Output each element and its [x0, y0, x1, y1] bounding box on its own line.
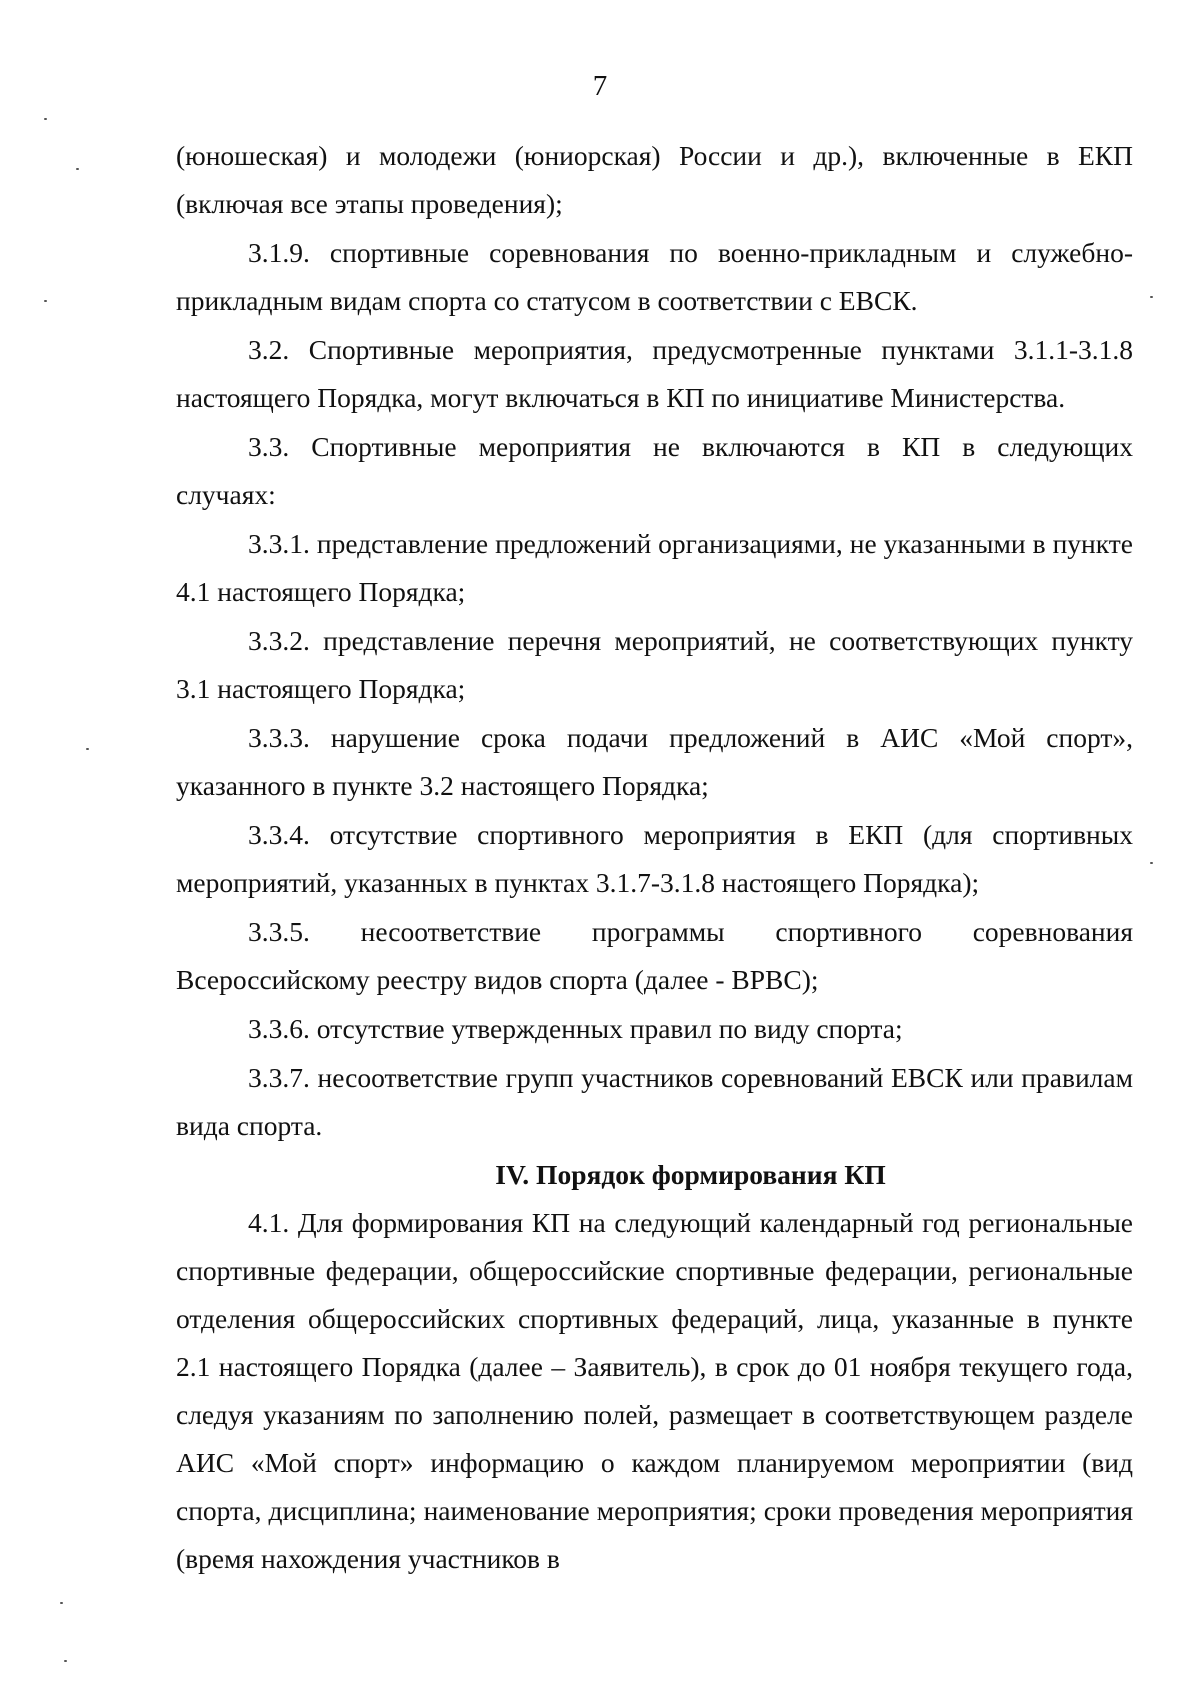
paragraph-3-3-1: 3.3.1. представление предложений организациями, не указанными в пункте 4.1 настоящего Порядка; — [176, 528, 1133, 607]
scan-speck — [60, 1602, 63, 1604]
paragraph-3-1-9: 3.1.9. спортивные соревнования по военно-прикладным и служебно-прикладным видам спорта со статусом в соответствии с ЕВСК. — [176, 237, 1133, 316]
document-body — [176, 132, 1133, 1584]
paragraph-3-3-7: 3.3.7. несоответствие групп участников соревнований ЕВСК или правилам вида спорта. — [176, 1062, 1133, 1141]
paragraph-3-3: 3.3. Спортивные мероприятия не включаются в КП в следующих случаях: — [176, 431, 1133, 510]
scan-speck — [86, 748, 89, 750]
paragraph-3-2: 3.2. Спортивные мероприятия, предусмотренные пунктами 3.1.1-3.1.8 настоящего Порядка, могут включаться в КП по инициативе Министерства. — [176, 334, 1133, 413]
paragraph-4-1: 4.1. Для формирования КП на следующий календарный год региональные спортивные федерации, общероссийские спортивные федерации, региональные отделения общероссийских спортивных федераций, лица, указанные в пункте 2.1 настоящего Порядка (далее – Заявитель), в срок до 01 ноября текущего года, следуя указаниям по заполнению полей, размещает в соответствующем разделе АИС «Мой спорт» информацию о каждом планируемом мероприятии (вид спорта, дисциплина; наименование мероприятия; сроки проведения мероприятия (время нахождения участников в — [176, 1207, 1133, 1574]
paragraph-3-3-5: 3.3.5. несоответствие программы спортивного соревнования Всероссийскому реестру видов спорта (далее - ВРВС); — [176, 916, 1133, 995]
paragraph-3-3-3: 3.3.3. нарушение срока подачи предложений в АИС «Мой спорт», указанного в пункте 3.2 настоящего Порядка; — [176, 722, 1133, 801]
paragraph-continuation: (юношеская) и молодежи (юниорская) России и др.), включенные в ЕКП (включая все этапы проведения); — [176, 140, 1133, 219]
scan-speck — [44, 300, 47, 302]
scan-speck — [1150, 862, 1153, 864]
paragraph-3-3-4: 3.3.4. отсутствие спортивного мероприятия в ЕКП (для спортивных мероприятий, указанных в пунктах 3.1.7-3.1.8 настоящего Порядка); — [176, 819, 1133, 898]
scan-speck — [64, 1660, 67, 1662]
scan-speck — [76, 168, 79, 170]
paragraph-3-3-2: 3.3.2. представление перечня мероприятий, не соответствующих пункту 3.1 настоящего Порядка; — [176, 625, 1133, 704]
section-heading: IV. Порядок формирования КП — [495, 1159, 886, 1190]
page-number: 7 — [592, 70, 608, 102]
scan-speck — [1150, 296, 1153, 298]
paragraph-3-3-6: 3.3.6. отсутствие утвержденных правил по виду спорта; — [248, 1013, 903, 1044]
scan-speck — [44, 118, 47, 120]
